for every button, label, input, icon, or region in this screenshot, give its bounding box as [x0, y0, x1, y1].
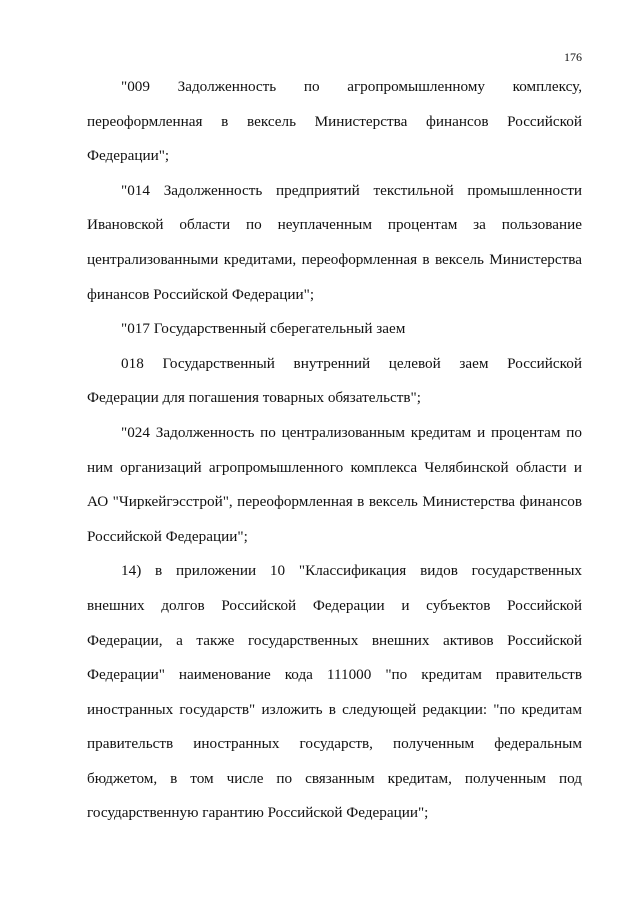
paragraph-018: 018 Государственный внутренний целевой заем Российской Федерации для погашения товарных обязательств"; [87, 354, 582, 407]
paragraph-024: "024 Задолженность по централизованным кредитам и процентам по ним организаций агропромышленного комплекса Челябинской области и АО "Чиркейгэсстрой", переоформленная в вексель Министерства финансов Российской Федерации"; [87, 423, 582, 545]
document-body [87, 70, 582, 831]
page-number: 176 [564, 50, 582, 64]
paragraph-017: "017 Государственный сберегательный заем [121, 320, 406, 338]
paragraph-item-14: 14) в приложении 10 "Классификация видов государственных внешних долгов Российской Федерации и субъектов Российской Федерации, а также государственных внешних активов Российской Федерации" наименование кода 111000 "по кредитам правительств иностранных государств" изложить в следующей редакции: "по кредитам правительств иностранных государств, полученным федеральным бюджетом, в том числе по связанным кредитам, полученным под государственную гарантию Российской Федерации"; [87, 562, 582, 822]
paragraph-014: "014 Задолженность предприятий текстильной промышленности Ивановской области по неуплаченным процентам за пользование централизованными кредитами, переоформленная в вексель Министерства финансов Российской Федерации"; [87, 181, 582, 303]
paragraph-009: "009 Задолженность по агропромышленному комплексу, переоформленная в вексель Министерства финансов Российской Федерации"; [87, 78, 582, 165]
